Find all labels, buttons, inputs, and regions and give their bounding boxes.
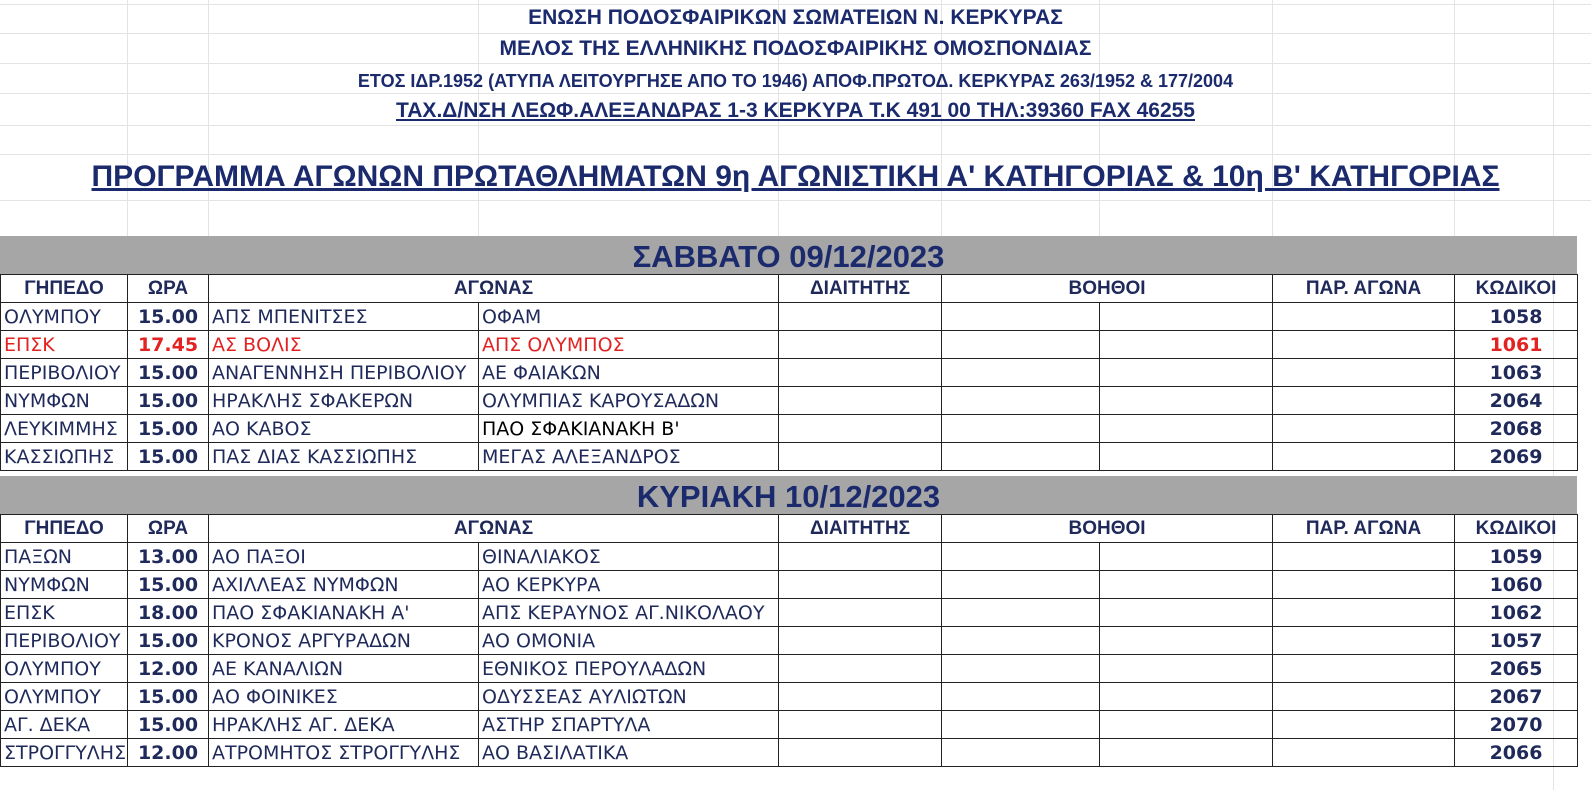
observer-cell — [1273, 655, 1455, 683]
assistant-cell — [942, 627, 1100, 655]
match-code: 2069 — [1455, 443, 1578, 471]
match-home: ΑΧΙΛΛΕΑΣ ΝΥΜΦΩΝ — [209, 571, 479, 599]
match-home: ΑΟ ΠΑΞΟΙ — [209, 543, 479, 571]
col-time: ΩΡΑ — [128, 275, 209, 303]
referee-cell — [779, 331, 942, 359]
match-row — [1, 359, 1578, 387]
observer-cell — [1273, 303, 1455, 331]
match-code: 1062 — [1455, 599, 1578, 627]
assistant-cell — [1100, 683, 1273, 711]
match-home: ΑΕ ΚΑΝΑΛΙΩΝ — [209, 655, 479, 683]
org-founding-info: ΕΤΟΣ ΙΔΡ.1952 (ΑΤΥΠΑ ΛΕΙΤΟΥΡΓΗΣΕ ΑΠΟ ΤΟ 1946) ΑΠΟΦ.ΠΡΩΤΟΔ. ΚΕΡΚΥΡΑΣ 263/1952 & 177/2004 — [357, 71, 1234, 91]
match-away: ΜΕΓΑΣ ΑΛΕΞΑΝΔΡΟΣ — [479, 443, 779, 471]
match-time: 17.45 — [128, 331, 209, 359]
assistant-cell — [942, 543, 1100, 571]
assistant-cell — [1100, 627, 1273, 655]
match-field: ΠΑΞΩΝ — [1, 543, 128, 571]
grid-row-line — [0, 4, 1591, 5]
match-home: ΑΟ ΦΟΙΝΙΚΕΣ — [209, 683, 479, 711]
column-header-row — [1, 515, 1578, 543]
match-away: ΟΔΥΣΣΕΑΣ ΑΥΛΙΩΤΩΝ — [479, 683, 779, 711]
referee-cell — [779, 739, 942, 767]
match-field: ΑΓ. ΔΕΚΑ — [1, 711, 128, 739]
match-home: ΚΡΟΝΟΣ ΑΡΓΥΡΑΔΩΝ — [209, 627, 479, 655]
match-field: ΕΠΣΚ — [1, 599, 128, 627]
referee-cell — [779, 443, 942, 471]
observer-cell — [1273, 443, 1455, 471]
observer-cell — [1273, 415, 1455, 443]
match-away: ΑΠΣ ΚΕΡΑΥΝΟΣ ΑΓ.ΝΙΚΟΛΑΟΥ — [479, 599, 779, 627]
match-row — [1, 599, 1578, 627]
match-row — [1, 627, 1578, 655]
match-home: ΠΑΟ ΣΦΑΚΙΑΝΑΚΗ Α' — [209, 599, 479, 627]
match-home: ΑΤΡΟΜΗΤΟΣ ΣΤΡΟΓΓΥΛΗΣ — [209, 739, 479, 767]
match-away: ΑΣΤΗΡ ΣΠΑΡΤΥΛΑ — [479, 711, 779, 739]
match-row — [1, 543, 1578, 571]
grid-row-line — [0, 154, 1591, 155]
match-time: 12.00 — [128, 739, 209, 767]
assistant-cell — [1100, 655, 1273, 683]
col-codes: ΚΩΔΙΚΟΙ — [1455, 275, 1578, 303]
referee-cell — [779, 683, 942, 711]
match-row — [1, 711, 1578, 739]
assistant-cell — [942, 415, 1100, 443]
col-field: ΓΗΠΕΔΟ — [1, 515, 128, 543]
day-header-sunday: ΚΥΡΙΑΚΗ 10/12/2023 — [0, 476, 1577, 514]
match-time: 12.00 — [128, 655, 209, 683]
match-row — [1, 387, 1578, 415]
org-membership: ΜΕΛΟΣ ΤΗΣ ΕΛΛΗΝΙΚΗΣ ΠΟΔΟΣΦΑΙΡΙΚΗΣ ΟΜΟΣΠΟΝΔΙΑΣ — [499, 37, 1092, 60]
match-code: 1058 — [1455, 303, 1578, 331]
match-home: ΑΠΣ ΜΠΕΝΙΤΣΕΣ — [209, 303, 479, 331]
match-time: 15.00 — [128, 571, 209, 599]
observer-cell — [1273, 739, 1455, 767]
match-away: ΘΙΝΑΛΙΑΚΟΣ — [479, 543, 779, 571]
org-name: ΕΝΩΣΗ ΠΟΔΟΣΦΑΙΡΙΚΩΝ ΣΩΜΑΤΕΙΩΝ Ν. ΚΕΡΚΥΡΑΣ — [528, 6, 1063, 29]
match-time: 15.00 — [128, 443, 209, 471]
grid-row-line — [0, 125, 1591, 126]
assistant-cell — [942, 599, 1100, 627]
page-title: ΠΡΟΓΡΑΜΜΑ ΑΓΩΝΩΝ ΠΡΩΤΑΘΛΗΜΑΤΩΝ 9η ΑΓΩΝΙΣΤΙΚΗ Α' ΚΑΤΗΓΟΡΙΑΣ & 10η Β' ΚΑΤΗΓΟΡΙΑΣ — [91, 160, 1500, 193]
match-home: ΑΝΑΓΕΝΝΗΣΗ ΠΕΡΙΒΟΛΙΟΥ — [209, 359, 479, 387]
referee-cell — [779, 711, 942, 739]
schedule-table-saturday — [0, 274, 1578, 471]
match-field: ΟΛΥΜΠΟΥ — [1, 683, 128, 711]
match-home: ΑΣ ΒΟΛΙΣ — [209, 331, 479, 359]
match-home: ΠΑΣ ΔΙΑΣ ΚΑΣΣΙΩΠΗΣ — [209, 443, 479, 471]
match-code: 1059 — [1455, 543, 1578, 571]
grid-row-line — [0, 93, 1591, 94]
assistant-cell — [942, 655, 1100, 683]
observer-cell — [1273, 599, 1455, 627]
match-time: 13.00 — [128, 543, 209, 571]
match-away: ΑΟ ΟΜΟΝΙΑ — [479, 627, 779, 655]
day-header-saturday: ΣΑΒΒΑΤΟ 09/12/2023 — [0, 236, 1577, 274]
match-code: 2065 — [1455, 655, 1578, 683]
observer-cell — [1273, 683, 1455, 711]
match-field: ΚΑΣΣΙΩΠΗΣ — [1, 443, 128, 471]
assistant-cell — [1100, 387, 1273, 415]
observer-cell — [1273, 543, 1455, 571]
assistant-cell — [1100, 443, 1273, 471]
match-field: ΝΥΜΦΩΝ — [1, 571, 128, 599]
col-time: ΩΡΑ — [128, 515, 209, 543]
match-row — [1, 331, 1578, 359]
match-time: 15.00 — [128, 683, 209, 711]
assistant-cell — [1100, 599, 1273, 627]
match-time: 15.00 — [128, 303, 209, 331]
assistant-cell — [942, 739, 1100, 767]
assistant-cell — [942, 331, 1100, 359]
observer-cell — [1273, 627, 1455, 655]
match-time: 15.00 — [128, 415, 209, 443]
referee-cell — [779, 655, 942, 683]
referee-cell — [779, 387, 942, 415]
match-away: ΠΑΟ ΣΦΑΚΙΑΝΑΚΗ Β' — [479, 415, 779, 443]
match-time: 15.00 — [128, 387, 209, 415]
match-field: ΣΤΡΟΓΓΥΛΗΣ — [1, 739, 128, 767]
col-observer: ΠΑΡ. ΑΓΩΝΑ — [1273, 275, 1455, 303]
match-home: ΗΡΑΚΛΗΣ ΣΦΑΚΕΡΩΝ — [209, 387, 479, 415]
match-row — [1, 655, 1578, 683]
match-code: 1061 — [1455, 331, 1578, 359]
match-row — [1, 739, 1578, 767]
match-field: ΠΕΡΙΒΟΛΙΟΥ — [1, 359, 128, 387]
match-row — [1, 303, 1578, 331]
referee-cell — [779, 303, 942, 331]
assistant-cell — [942, 711, 1100, 739]
grid-row-line — [0, 63, 1591, 64]
col-codes: ΚΩΔΙΚΟΙ — [1455, 515, 1578, 543]
match-field: ΟΛΥΜΠΟΥ — [1, 655, 128, 683]
assistant-cell — [942, 387, 1100, 415]
referee-cell — [779, 627, 942, 655]
observer-cell — [1273, 359, 1455, 387]
col-match: ΑΓΩΝΑΣ — [209, 275, 779, 303]
match-row — [1, 571, 1578, 599]
col-referee: ΔΙΑΙΤΗΤΗΣ — [779, 515, 942, 543]
match-home: ΗΡΑΚΛΗΣ ΑΓ. ΔΕΚΑ — [209, 711, 479, 739]
assistant-cell — [1100, 543, 1273, 571]
referee-cell — [779, 571, 942, 599]
match-code: 2070 — [1455, 711, 1578, 739]
assistant-cell — [1100, 303, 1273, 331]
assistant-cell — [1100, 571, 1273, 599]
match-field: ΛΕΥΚΙΜΜΗΣ — [1, 415, 128, 443]
match-row — [1, 443, 1578, 471]
match-away: ΑΠΣ ΟΛΥΜΠΟΣ — [479, 331, 779, 359]
match-away: ΑΟ ΒΑΣΙΛΑΤΙΚΑ — [479, 739, 779, 767]
match-code: 2066 — [1455, 739, 1578, 767]
assistant-cell — [942, 303, 1100, 331]
match-field: ΠΕΡΙΒΟΛΙΟΥ — [1, 627, 128, 655]
assistant-cell — [1100, 359, 1273, 387]
match-code: 1063 — [1455, 359, 1578, 387]
grid-row-line — [0, 33, 1591, 34]
assistant-cell — [1100, 711, 1273, 739]
observer-cell — [1273, 571, 1455, 599]
col-assistants: ΒΟΗΘΟΙ — [942, 275, 1273, 303]
match-away: ΑΕ ΦΑΙΑΚΩΝ — [479, 359, 779, 387]
match-home: ΑΟ ΚΑΒΟΣ — [209, 415, 479, 443]
match-row — [1, 415, 1578, 443]
assistant-cell — [942, 359, 1100, 387]
grid-row-line — [0, 200, 1591, 201]
match-code: 2068 — [1455, 415, 1578, 443]
org-address: ΤΑΧ.Δ/ΝΣΗ ΛΕΩΦ.ΑΛΕΞΑΝΔΡΑΣ 1-3 ΚΕΡΚΥΡΑ Τ.Κ 491 00 ΤΗΛ:39360 FAX 46255 — [396, 99, 1195, 122]
match-time: 15.00 — [128, 627, 209, 655]
match-time: 18.00 — [128, 599, 209, 627]
col-assistants: ΒΟΗΘΟΙ — [942, 515, 1273, 543]
col-field: ΓΗΠΕΔΟ — [1, 275, 128, 303]
referee-cell — [779, 599, 942, 627]
column-header-row — [1, 275, 1578, 303]
assistant-cell — [942, 571, 1100, 599]
match-time: 15.00 — [128, 711, 209, 739]
referee-cell — [779, 359, 942, 387]
assistant-cell — [1100, 331, 1273, 359]
match-away: ΑΟ ΚΕΡΚΥΡΑ — [479, 571, 779, 599]
col-match: ΑΓΩΝΑΣ — [209, 515, 779, 543]
match-row — [1, 683, 1578, 711]
assistant-cell — [942, 683, 1100, 711]
assistant-cell — [1100, 415, 1273, 443]
assistant-cell — [942, 443, 1100, 471]
match-field: ΕΠΣΚ — [1, 331, 128, 359]
match-time: 15.00 — [128, 359, 209, 387]
col-observer: ΠΑΡ. ΑΓΩΝΑ — [1273, 515, 1455, 543]
col-referee: ΔΙΑΙΤΗΤΗΣ — [779, 275, 942, 303]
referee-cell — [779, 415, 942, 443]
match-field: ΟΛΥΜΠΟΥ — [1, 303, 128, 331]
referee-cell — [779, 543, 942, 571]
match-code: 1060 — [1455, 571, 1578, 599]
match-away: ΟΦΑΜ — [479, 303, 779, 331]
observer-cell — [1273, 711, 1455, 739]
observer-cell — [1273, 331, 1455, 359]
match-code: 2067 — [1455, 683, 1578, 711]
match-code: 2064 — [1455, 387, 1578, 415]
match-away: ΟΛΥΜΠΙΑΣ ΚΑΡΟΥΣΑΔΩΝ — [479, 387, 779, 415]
observer-cell — [1273, 387, 1455, 415]
match-field: ΝΥΜΦΩΝ — [1, 387, 128, 415]
schedule-table-sunday — [0, 514, 1578, 767]
match-away: ΕΘΝΙΚΟΣ ΠΕΡΟΥΛΑΔΩΝ — [479, 655, 779, 683]
match-code: 1057 — [1455, 627, 1578, 655]
assistant-cell — [1100, 739, 1273, 767]
